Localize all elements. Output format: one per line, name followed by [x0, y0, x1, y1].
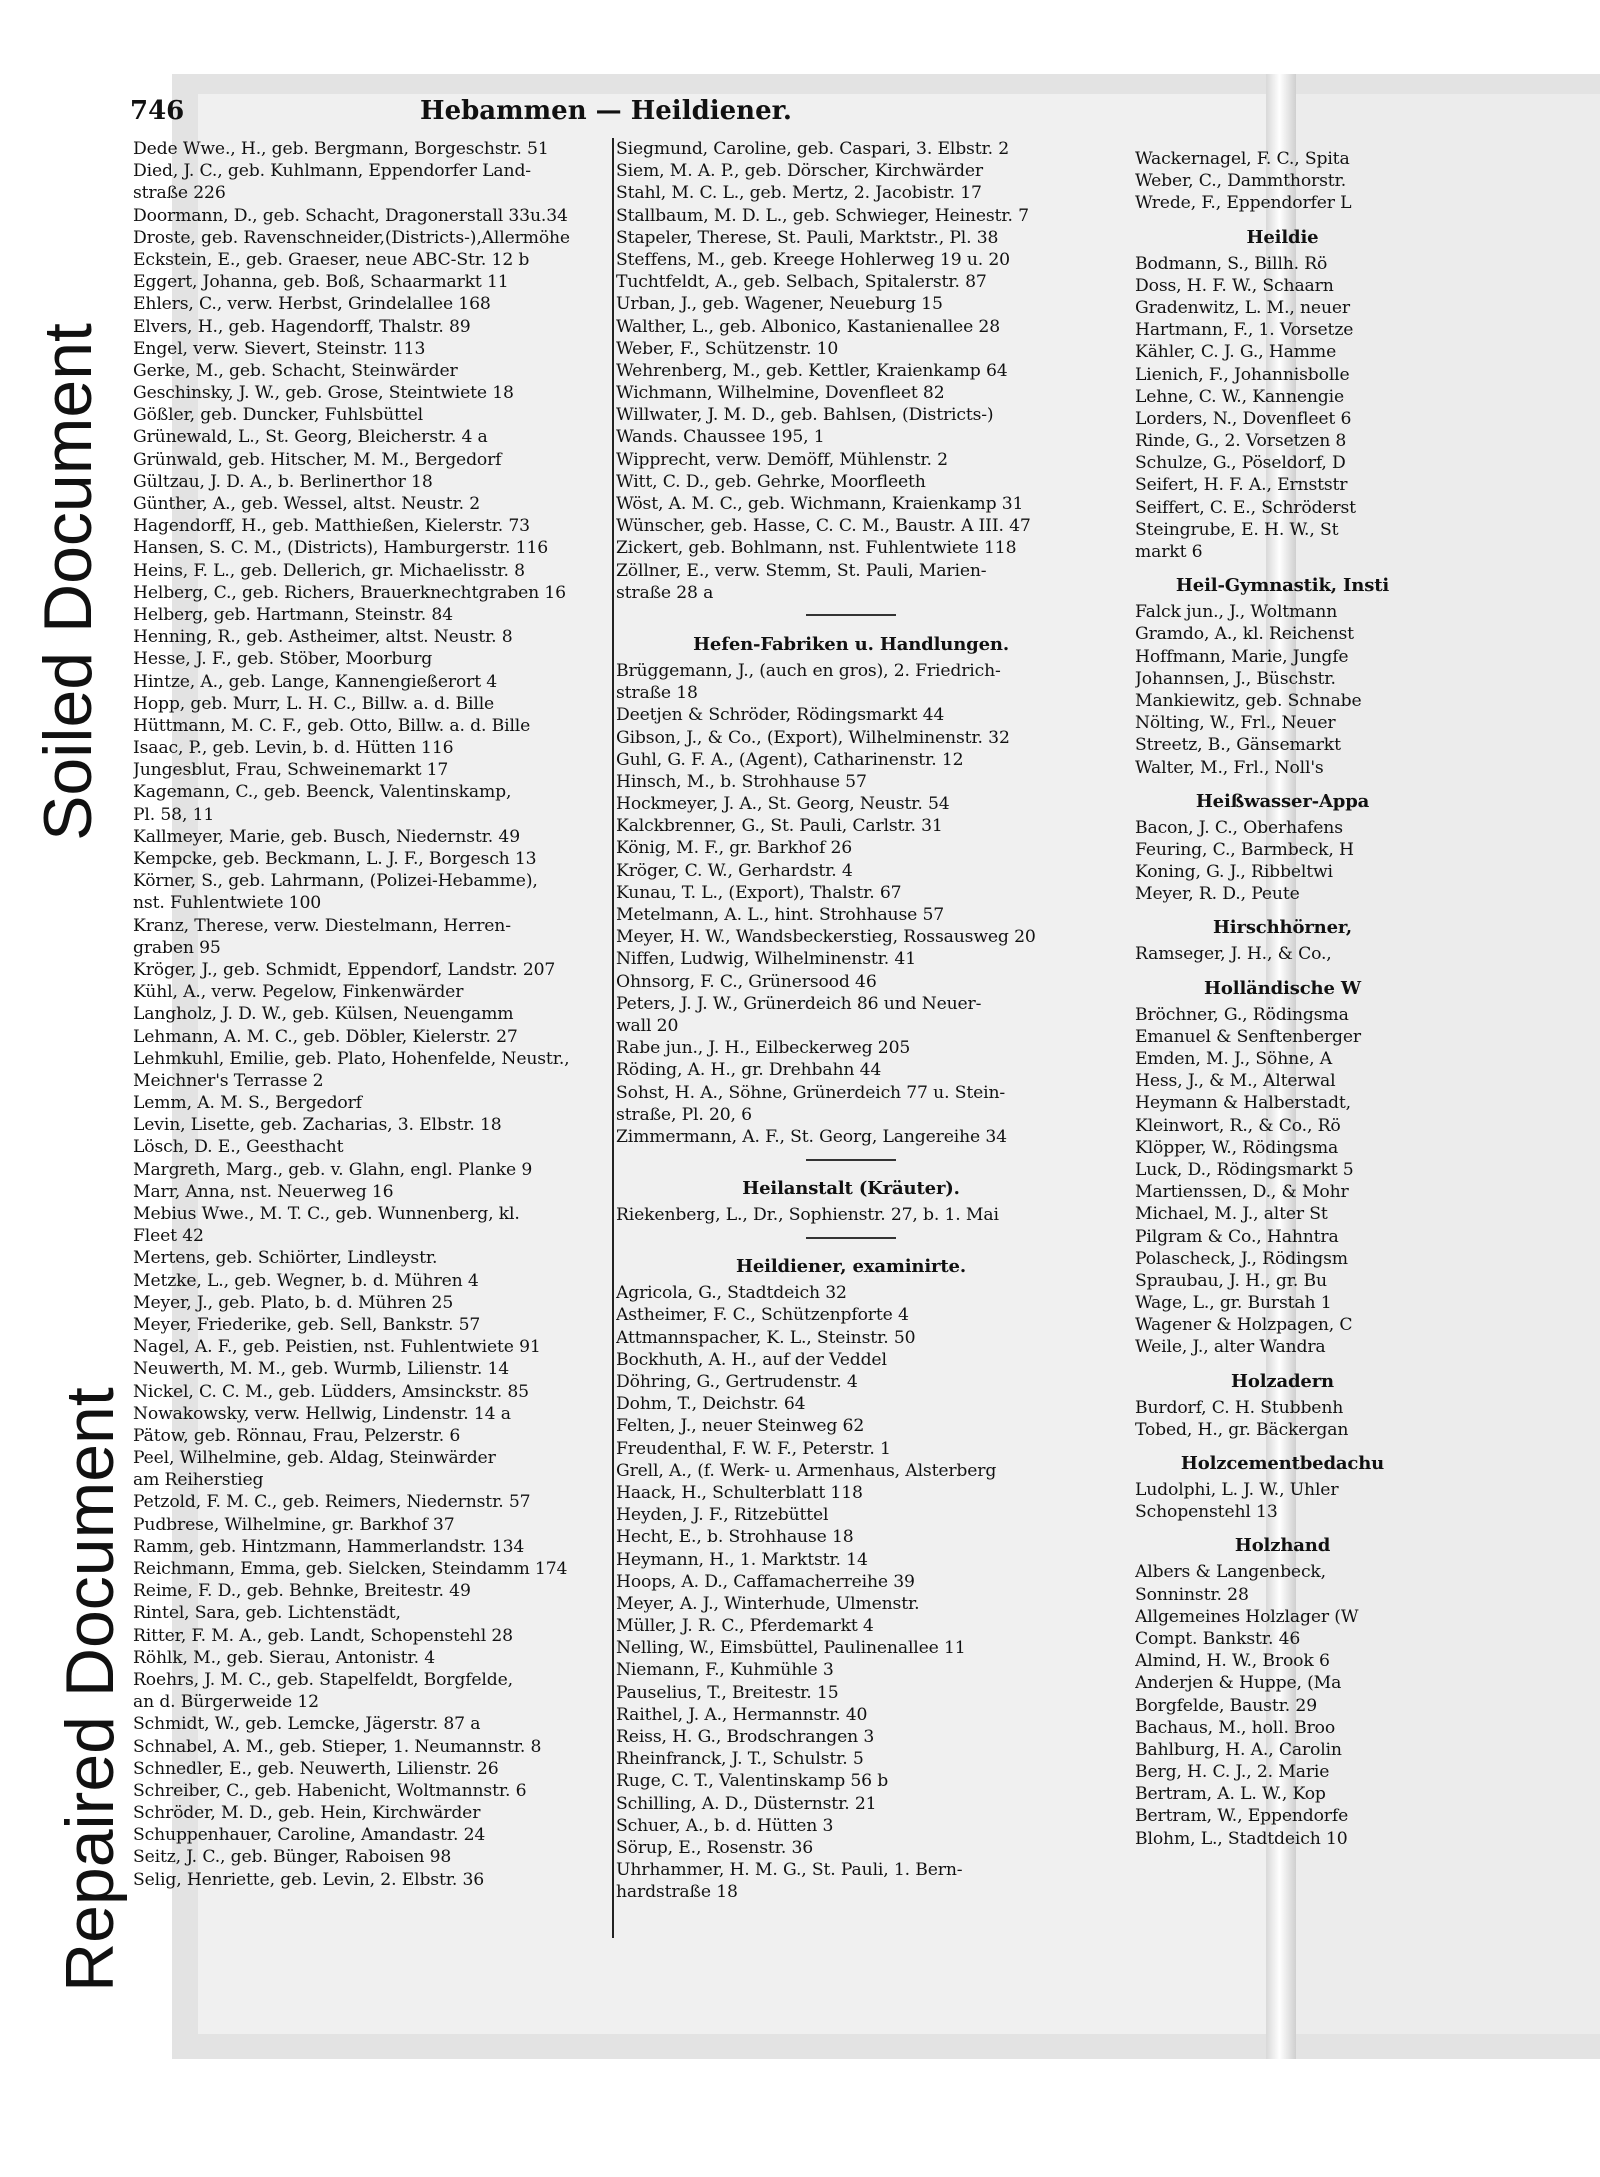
directory-entry: Röding, A. H., gr. Drehbahn 44: [616, 1060, 882, 1081]
directory-entry: Müller, J. R. C., Pferdemarkt 4: [616, 1616, 874, 1637]
directory-entry: wall 20: [616, 1015, 679, 1036]
directory-entry: Felten, J., neuer Steinweg 62: [616, 1416, 865, 1437]
section-heading: Holzcementbedachu: [1180, 1453, 1385, 1474]
directory-entry: Schilling, A. D., Düsternstr. 21: [616, 1793, 877, 1814]
directory-entry: Meyer, A. J., Winterhude, Ulmenstr.: [616, 1593, 920, 1614]
directory-entry: Ramm, geb. Hintzmann, Hammerlandstr. 134: [133, 1536, 525, 1557]
directory-entry: Bertram, A. L. W., Kop: [1135, 1784, 1326, 1805]
directory-entry: Uhrhammer, H. M. G., St. Pauli, 1. Bern-: [616, 1860, 963, 1881]
directory-entry: Emanuel & Senftenberger: [1135, 1026, 1361, 1047]
directory-entry: Helberg, geb. Hartmann, Steinstr. 84: [133, 604, 453, 625]
directory-entry: Steingrube, E. H. W., St: [1135, 519, 1339, 540]
directory-entry: Bacon, J. C., Oberhafens: [1135, 817, 1343, 838]
directory-entry: Zöllner, E., verw. Stemm, St. Pauli, Marien-: [616, 560, 987, 581]
directory-entry: Hüttmann, M. C. F., geb. Otto, Billw. a. d. Bille: [133, 715, 531, 736]
directory-entry: Borgfelde, Baustr. 29: [1135, 1695, 1317, 1716]
directory-entry: Wage, L., gr. Burstah 1: [1135, 1293, 1332, 1314]
directory-entry: Lemm, A. M. S., Bergedorf: [133, 1093, 362, 1114]
directory-entry: Nagel, A. F., geb. Peistien, nst. Fuhlentwiete 91: [133, 1337, 541, 1358]
directory-entry: Astheimer, F. C., Schützenpforte 4: [616, 1305, 909, 1326]
directory-entry: Niemann, F., Kuhmühle 3: [616, 1660, 834, 1681]
directory-entry: Hintze, A., geb. Lange, Kannengießerort 4: [133, 671, 498, 692]
directory-entry: Meyer, H. W., Wandsbeckerstieg, Rossausweg 20: [616, 927, 1036, 948]
directory-entry: Lienich, F., Johannisbolle: [1135, 364, 1350, 385]
directory-entry: Margreth, Marg., geb. v. Glahn, engl. Planke 9: [133, 1159, 533, 1180]
directory-entry: Kröger, C. W., Gerhardstr. 4: [616, 860, 853, 881]
directory-entry: Kallmeyer, Marie, geb. Busch, Niedernstr. 49: [133, 826, 521, 847]
directory-entry: Blohm, L., Stadtdeich 10: [1135, 1828, 1348, 1849]
directory-entry: Engel, verw. Sievert, Steinstr. 113: [133, 338, 426, 359]
directory-entry: Mebius Wwe., M. T. C., geb. Wunnenberg, kl.: [133, 1204, 520, 1224]
directory-entry: Tobed, H., gr. Bäckergan: [1135, 1419, 1349, 1440]
directory-entry: Eckstein, E., geb. Graeser, neue ABC-Str. 12 b: [133, 249, 530, 270]
directory-entry: Allgemeines Holzlager (W: [1135, 1606, 1359, 1627]
directory-entry: an d. Bürgerweide 12: [133, 1692, 319, 1713]
directory-entry: Wackernagel, F. C., Spita: [1135, 149, 1350, 169]
directory-entry: Anderjen & Huppe, (Ma: [1135, 1673, 1342, 1694]
section-heading: Holzadern: [1231, 1370, 1334, 1392]
directory-entry: markt 6: [1135, 542, 1203, 562]
directory-entry: Wipprecht, verw. Demöff, Mühlenstr. 2: [616, 449, 948, 470]
directory-entry: Heymann & Halberstadt,: [1135, 1093, 1351, 1114]
section-heading: Heildiener, examinirte.: [736, 1256, 966, 1278]
directory-entry: Nickel, C. C. M., geb. Lüdders, Amsinckstr. 85: [133, 1381, 529, 1402]
directory-entry: Rabe jun., J. H., Eilbeckerweg 205: [616, 1038, 911, 1059]
directory-entry: Schopenstehl 13: [1135, 1502, 1278, 1523]
directory-entry: Neuwerth, M. M., geb. Wurmb, Lilienstr. 14: [133, 1359, 510, 1380]
directory-entry: Riekenberg, L., Dr., Sophienstr. 27, b. 1. Mai: [616, 1205, 999, 1226]
section-heading: Holländische W: [1204, 977, 1361, 999]
directory-entry: Schnedler, E., geb. Neuwerth, Lilienstr. 26: [133, 1758, 499, 1779]
directory-entry: Schmidt, W., geb. Lemcke, Jägerstr. 87 a: [133, 1714, 481, 1735]
directory-entry: straße 226: [133, 183, 226, 204]
directory-entry: Weile, J., alter Wandra: [1135, 1337, 1326, 1358]
directory-entry: Agricola, G., Stadtdeich 32: [616, 1283, 847, 1304]
directory-entry: Stallbaum, M. D. L., geb. Schwieger, Heinestr. 7: [616, 205, 1029, 226]
directory-entry: Schulze, G., Pöseldorf, D: [1135, 453, 1346, 474]
directory-entry: Sonninstr. 28: [1135, 1584, 1249, 1605]
directory-entry: Siegmund, Caroline, geb. Caspari, 3. Elbstr. 2: [616, 139, 1010, 159]
directory-entry: Hopp, geb. Murr, L. H. C., Billw. a. d. Bille: [133, 693, 495, 714]
directory-entry: Wehrenberg, M., geb. Kettler, Kraienkamp 64: [616, 360, 1008, 381]
directory-entry: Witt, C. D., geb. Gehrke, Moorfleeth: [616, 471, 926, 492]
directory-entry: Rinde, G., 2. Vorsetzen 8: [1135, 431, 1347, 452]
directory-entry: Grünewald, L., St. Georg, Bleicherstr. 4 a: [133, 427, 488, 448]
directory-entry: Almind, H. W., Brook 6: [1135, 1651, 1330, 1672]
directory-entry: Hockmeyer, J. A., St. Georg, Neustr. 54: [616, 794, 950, 815]
directory-entry: Walter, M., Frl., Noll's: [1135, 757, 1324, 778]
directory-entry: Schreiber, C., geb. Habenicht, Woltmannstr. 6: [133, 1780, 527, 1801]
repaired-label: Repaired Document: [52, 1387, 128, 1992]
directory-entry: Schnabel, A. M., geb. Stieper, 1. Neumannstr. 8: [133, 1736, 542, 1757]
directory-entry: Koning, G. J., Ribbeltwi: [1135, 862, 1333, 883]
directory-entry: Geschinsky, J. W., geb. Grose, Steintwiete 18: [133, 383, 514, 404]
directory-entry: Rintel, Sara, geb. Lichtenstädt,: [133, 1603, 401, 1624]
directory-entry: Gradenwitz, L. M., neuer: [1135, 297, 1350, 318]
directory-entry: Wichmann, Wilhelmine, Dovenfleet 82: [616, 383, 945, 404]
directory-entry: Lorders, N., Dovenfleet 6: [1135, 408, 1352, 429]
directory-entry: straße 28 a: [616, 582, 714, 603]
directory-entry: Steffens, M., geb. Kreege Hohlerweg 19 u. 20: [616, 249, 1010, 270]
divider-line: [806, 1237, 896, 1239]
directory-entry: Reiss, H. G., Brodschrangen 3: [616, 1727, 875, 1747]
directory-entry: Ohnsorg, F. C., Grünersood 46: [616, 971, 877, 992]
directory-entry: Ramseger, J. H., & Co.,: [1135, 944, 1332, 965]
directory-entry: Elvers, H., geb. Hagendorff, Thalstr. 89: [133, 316, 471, 337]
directory-entry: Gerke, M., geb. Schacht, Steinwärder: [133, 360, 458, 381]
directory-entry: Roehrs, J. M. C., geb. Stapelfeldt, Borgfelde,: [133, 1669, 513, 1690]
directory-entry: König, M. F., gr. Barkhof 26: [616, 838, 853, 859]
directory-entry: Doormann, D., geb. Schacht, Dragonerstall 33u.34: [133, 205, 568, 226]
directory-entry: Nelling, W., Eimsbüttel, Paulinenallee 11: [616, 1638, 966, 1659]
directory-entry: Helberg, C., geb. Richers, Brauerknechtgraben 16: [133, 582, 566, 603]
directory-entry: Grünwald, geb. Hitscher, M. M., Bergedorf: [133, 449, 502, 470]
directory-entry: Rheinfranck, J. T., Schulstr. 5: [616, 1749, 864, 1770]
directory-entry: Kagemann, C., geb. Beenck, Valentinskamp,: [133, 782, 512, 803]
directory-entry: Lehmkuhl, Emilie, geb. Plato, Hohenfelde, Neustr.,: [133, 1048, 570, 1069]
directory-entry: Seiffert, C. E., Schröderst: [1135, 497, 1356, 518]
directory-entry: Attmannspacher, K. L., Steinstr. 50: [616, 1327, 916, 1348]
directory-entry: Schuppenhauer, Caroline, Amandastr. 24: [133, 1825, 486, 1846]
directory-entry: Raithel, J. A., Hermannstr. 40: [616, 1704, 868, 1725]
section-divider: [616, 1226, 1086, 1244]
directory-entry: Schröder, M. D., geb. Hein, Kirchwärder: [133, 1803, 481, 1824]
section-heading: Heildie: [1246, 226, 1319, 248]
directory-entry: Hoops, A. D., Caffamacherreihe 39: [616, 1571, 915, 1592]
directory-entry: hardstraße 18: [616, 1882, 738, 1903]
directory-entry: straße, Pl. 20, 6: [616, 1104, 752, 1125]
directory-entry: Haack, H., Schulterblatt 118: [616, 1482, 863, 1503]
directory-entry: Meyer, J., geb. Plato, b. d. Mühren 25: [133, 1292, 454, 1313]
directory-entry: Hoffmann, Marie, Jungfe: [1135, 646, 1349, 667]
directory-entry: Niffen, Ludwig, Wilhelminenstr. 41: [616, 949, 917, 970]
directory-entry: Stahl, M. C. L., geb. Mertz, 2. Jacobistr. 17: [616, 183, 982, 204]
directory-entry: Döhring, G., Gertrudenstr. 4: [616, 1372, 858, 1392]
directory-entry: Albers & Langenbeck,: [1135, 1562, 1326, 1583]
directory-entry: Tuchtfeldt, A., geb. Selbach, Spitalerstr. 87: [616, 272, 987, 293]
divider-line: [806, 1159, 896, 1161]
directory-entry: Ludolphi, L. J. W., Uhler: [1135, 1480, 1339, 1500]
section-heading: Hirschhörner,: [1212, 917, 1353, 939]
directory-entry: Weber, F., Schützenstr. 10: [616, 338, 839, 359]
directory-entry: Ruge, C. T., Valentinskamp 56 b: [616, 1771, 889, 1792]
directory-entry: Kröger, J., geb. Schmidt, Eppendorf, Landstr. 207: [133, 959, 556, 980]
directory-entry: Polascheck, J., Rödingsm: [1135, 1248, 1348, 1269]
directory-entry: Peters, J. J. W., Grünerdeich 86 und Neuer-: [616, 993, 982, 1014]
directory-entry: Seitz, J. C., geb. Bünger, Raboisen 98: [133, 1847, 452, 1868]
directory-entry: Pudbrese, Wilhelmine, gr. Barkhof 37: [133, 1514, 455, 1535]
directory-entry: Brüggemann, J., (auch en gros), 2. Friedrich-: [616, 660, 1001, 681]
directory-entry: Hagendorff, H., geb. Matthießen, Kielerstr. 73: [133, 516, 530, 537]
directory-entry: Michael, M. J., alter St: [1135, 1204, 1328, 1225]
directory-entry: Died, J. C., geb. Kuhlmann, Eppendorfer Land-: [133, 161, 531, 182]
section-heading: Heilanstalt (Kräuter).: [742, 1178, 960, 1200]
directory-entry: Hess, J., & M., Alterwal: [1135, 1071, 1336, 1092]
directory-entry: Körner, S., geb. Lahrmann, (Polizei-Hebamme),: [133, 871, 538, 892]
directory-entry: Zickert, geb. Bohlmann, nst. Fuhlentwiete 118: [616, 538, 1017, 559]
directory-entry: Heyden, J. F., Ritzebüttel: [616, 1505, 829, 1526]
directory-entry: Kranz, Therese, verw. Diestelmann, Herren-: [133, 915, 511, 936]
directory-entry: Berg, H. C. J., 2. Marie: [1135, 1762, 1330, 1783]
directory-entry: Hesse, J. F., geb. Stöber, Moorburg: [133, 649, 433, 670]
directory-entry: Ehlers, C., verw. Herbst, Grindelallee 168: [133, 294, 491, 315]
directory-entry: Lehmann, A. M. C., geb. Döbler, Kielerstr. 27: [133, 1026, 518, 1047]
directory-entry: Bockhuth, A. H., auf der Veddel: [616, 1349, 887, 1370]
directory-entry: Urban, J., geb. Wagener, Neueburg 15: [616, 294, 943, 315]
directory-entry: Heymann, H., 1. Marktstr. 14: [616, 1549, 868, 1570]
directory-entry: Heins, F. L., geb. Dellerich, gr. Michaelisstr. 8: [133, 560, 525, 581]
directory-entry: Meichner's Terrasse 2: [133, 1070, 324, 1091]
middle-column: [616, 138, 1086, 1904]
directory-entry: Kühl, A., verw. Pegelow, Finkenwärder: [133, 982, 464, 1003]
divider-line: [806, 614, 896, 616]
directory-entry: graben 95: [133, 937, 221, 958]
directory-entry: Droste, geb. Ravenschneider,(Districts-),Allermöhe: [133, 227, 570, 248]
directory-entry: Pilgram & Co., Hahntra: [1135, 1226, 1339, 1247]
directory-entry: Ritter, F. M. A., geb. Landt, Schopenstehl 28: [133, 1625, 513, 1646]
directory-entry: Mankiewitz, geb. Schnabe: [1135, 690, 1362, 711]
section-heading: Heißwasser-Appa: [1195, 790, 1370, 812]
directory-entry: Martienssen, D., & Mohr: [1135, 1182, 1349, 1203]
directory-entry: Zimmermann, A. F., St. Georg, Langereihe 34: [616, 1126, 1007, 1147]
directory-entry: Wagener & Holzpagen, C: [1135, 1315, 1353, 1336]
directory-entry: Fleet 42: [133, 1226, 204, 1247]
directory-entry: Grell, A., (f. Werk- u. Armenhaus, Alsterberg: [616, 1460, 997, 1481]
directory-entry: Kempcke, geb. Beckmann, L. J. F., Borgesch 13: [133, 849, 537, 869]
directory-entry: Hansen, S. C. M., (Districts), Hamburgerstr. 116: [133, 538, 549, 559]
directory-entry: Kalckbrenner, G., St. Pauli, Carlstr. 31: [616, 816, 943, 837]
directory-entry: Kleinwort, R., & Co., Rö: [1135, 1115, 1341, 1136]
directory-entry: Metelmann, A. L., hint. Strohhause 57: [616, 905, 945, 925]
running-title: Hebammen — Heildiener.: [420, 96, 792, 126]
directory-entry: Hinsch, M., b. Strohhause 57: [616, 771, 867, 792]
directory-entry: Selig, Henriette, geb. Levin, 2. Elbstr. 36: [133, 1869, 485, 1890]
section-heading: Hefen-Fabriken u. Handlungen.: [693, 633, 1009, 655]
directory-entry: Günther, A., geb. Wessel, altst. Neustr. 2: [133, 494, 481, 514]
directory-entry: Peel, Wilhelmine, geb. Aldag, Steinwärder: [133, 1448, 496, 1469]
section-divider: [616, 1148, 1086, 1166]
directory-entry: Röhlk, M., geb. Sierau, Antonistr. 4: [133, 1647, 436, 1668]
directory-entry: Lösch, D. E., Geesthacht: [133, 1137, 344, 1158]
directory-entry: Weber, C., Dammthorstr.: [1135, 171, 1347, 192]
directory-entry: Siem, M. A. P., geb. Dörscher, Kirchwärder: [616, 161, 983, 182]
directory-entry: Meyer, R. D., Peute: [1135, 884, 1300, 905]
directory-entry: Gramdo, A., kl. Reichenst: [1135, 624, 1354, 645]
directory-entry: Nowakowsky, verw. Hellwig, Lindenstr. 14 a: [133, 1403, 511, 1424]
directory-entry: Metzke, L., geb. Wegner, b. d. Mühren 4: [133, 1270, 479, 1291]
directory-entry: Pl. 58, 11: [133, 804, 215, 825]
directory-entry: Walther, L., geb. Albonico, Kastanienallee 28: [616, 316, 1000, 337]
directory-entry: Bahlburg, H. A., Carolin: [1135, 1739, 1342, 1760]
directory-entry: Wrede, F., Eppendorfer L: [1135, 193, 1352, 214]
directory-entry: Gibson, J., & Co., (Export), Wilhelminenstr. 32: [616, 727, 1010, 748]
directory-entry: Feuring, C., Barmbeck, H: [1135, 839, 1354, 860]
directory-entry: Compt. Bankstr. 46: [1135, 1628, 1301, 1649]
directory-entry: Schuer, A., b. d. Hütten 3: [616, 1815, 834, 1836]
directory-entry: Freudenthal, F. W. F., Peterstr. 1: [616, 1438, 891, 1459]
directory-entry: Sörup, E., Rosenstr. 36: [616, 1837, 814, 1858]
directory-entry: Dede Wwe., H., geb. Bergmann, Borgeschstr. 51: [133, 139, 549, 159]
directory-entry: Marr, Anna, nst. Neuerweg 16: [133, 1181, 394, 1202]
right-column: [1135, 148, 1430, 1850]
page-number: 746: [130, 96, 185, 126]
directory-entry: Bodmann, S., Billh. Rö: [1135, 253, 1328, 274]
directory-entry: Wands. Chaussee 195, 1: [616, 427, 825, 448]
directory-entry: Hartmann, F., 1. Vorsetze: [1135, 320, 1354, 341]
directory-entry: Bröchner, G., Rödingsma: [1135, 1004, 1349, 1025]
directory-entry: Emden, M. J., Söhne, A: [1135, 1049, 1332, 1069]
directory-entry: Klöpper, W., Rödingsma: [1135, 1137, 1339, 1158]
directory-entry: Levin, Lisette, geb. Zacharias, 3. Elbstr. 18: [133, 1115, 502, 1136]
directory-entry: Lehne, C. W., Kannengie: [1135, 386, 1345, 407]
directory-entry: Jungesblut, Frau, Schweinemarkt 17: [133, 760, 449, 781]
directory-entry: Gößler, geb. Duncker, Fuhlsbüttel: [133, 405, 423, 426]
directory-entry: Petzold, F. M. C., geb. Reimers, Niedernstr. 57: [133, 1492, 531, 1513]
directory-entry: Langholz, J. D. W., geb. Külsen, Neuengamm: [133, 1004, 514, 1025]
directory-entry: Sohst, H. A., Söhne, Grünerdeich 77 u. Stein-: [616, 1082, 1006, 1103]
directory-entry: Bertram, W., Eppendorfe: [1135, 1806, 1349, 1827]
directory-entry: Luck, D., Rödingsmarkt 5: [1135, 1159, 1354, 1180]
directory-entry: Bachaus, M., holl. Broo: [1135, 1717, 1336, 1738]
soiled-label: Soiled Document: [30, 323, 106, 841]
directory-entry: Dohm, T., Deichstr. 64: [616, 1394, 806, 1415]
directory-entry: Kunau, T. L., (Export), Thalstr. 67: [616, 882, 902, 903]
directory-entry: Doss, H. F. W., Schaarn: [1135, 275, 1334, 296]
section-heading: Heil-Gymnastik, Insti: [1175, 575, 1390, 597]
directory-entry: Burdorf, C. H. Stubbenh: [1135, 1397, 1344, 1418]
directory-entry: Willwater, J. M. D., geb. Bahlsen, (Districts-): [616, 405, 994, 426]
directory-entry: Streetz, B., Gänsemarkt: [1135, 735, 1341, 756]
directory-entry: nst. Fuhlentwiete 100: [133, 893, 322, 914]
directory-entry: Seifert, H. F. A., Ernststr: [1135, 475, 1348, 496]
directory-entry: Pauselius, T., Breitestr. 15: [616, 1682, 839, 1703]
directory-entry: Stapeler, Therese, St. Pauli, Marktstr., Pl. 38: [616, 227, 999, 248]
directory-entry: Deetjen & Schröder, Rödingsmarkt 44: [616, 705, 945, 726]
directory-entry: Meyer, Friederike, geb. Sell, Bankstr. 57: [133, 1314, 481, 1335]
directory-entry: Kähler, C. J. G., Hamme: [1135, 342, 1337, 363]
directory-entry: Gültzau, J. D. A., b. Berlinerthor 18: [133, 471, 433, 492]
directory-entry: Henning, R., geb. Astheimer, altst. Neustr. 8: [133, 627, 513, 648]
directory-entry: am Reiherstieg: [133, 1470, 264, 1491]
directory-entry: Pätow, geb. Rönnau, Frau, Pelzerstr. 6: [133, 1425, 461, 1446]
directory-entry: Eggert, Johanna, geb. Boß, Schaarmarkt 11: [133, 272, 509, 293]
section-heading: Holzhand: [1234, 1535, 1331, 1557]
directory-entry: Wünscher, geb. Hasse, C. C. M., Baustr. A III. 47: [616, 516, 1031, 537]
directory-entry: Falck jun., J., Woltmann: [1135, 602, 1338, 623]
section-divider: [616, 604, 1086, 622]
directory-entry: Mertens, geb. Schiörter, Lindleystr.: [133, 1248, 438, 1269]
directory-entry: Nölting, W., Frl., Neuer: [1135, 713, 1336, 734]
directory-entry: straße 18: [616, 683, 698, 704]
directory-entry: Reime, F. D., geb. Behnke, Breitestr. 49: [133, 1581, 471, 1602]
directory-entry: Wöst, A. M. C., geb. Wichmann, Kraienkamp 31: [616, 494, 1024, 514]
directory-entry: Spraubau, J. H., gr. Bu: [1135, 1270, 1327, 1291]
directory-entry: Guhl, G. F. A., (Agent), Catharinenstr. 12: [616, 749, 964, 770]
directory-entry: Isaac, P., geb. Levin, b. d. Hütten 116: [133, 738, 454, 759]
directory-entry: Hecht, E., b. Strohhause 18: [616, 1527, 854, 1548]
directory-entry: Reichmann, Emma, geb. Sielcken, Steindamm 174: [133, 1559, 568, 1579]
directory-entry: Johannsen, J., Büschstr.: [1135, 668, 1336, 689]
